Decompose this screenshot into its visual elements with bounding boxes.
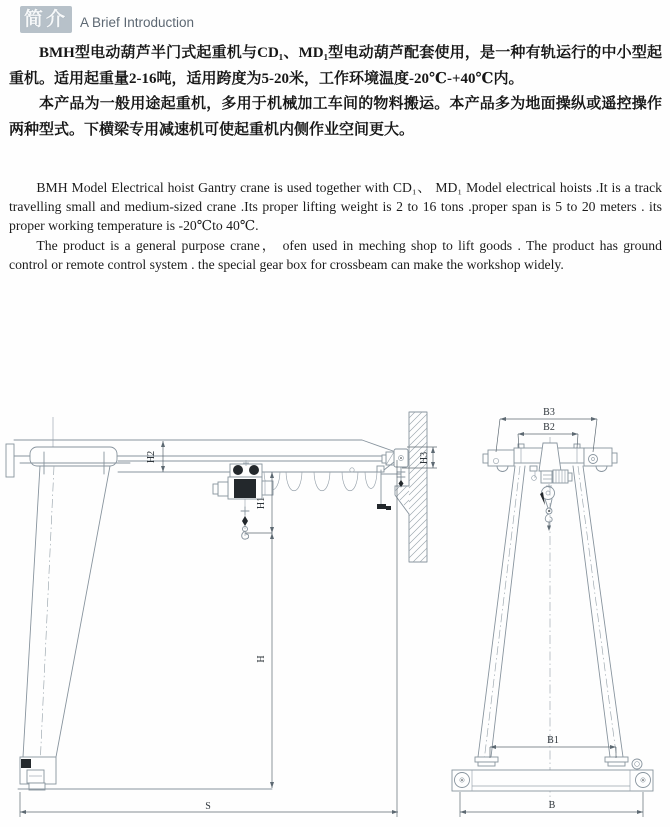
dim-label-b: B: [548, 800, 556, 811]
cable-anchor-icon: [350, 468, 354, 472]
dimension-b: [460, 792, 643, 817]
crane-technical-drawing: [0, 395, 670, 827]
side-elevation-view: [6, 412, 437, 817]
hoist-end-view: [530, 466, 572, 531]
dim-label-h3: H3: [419, 451, 430, 465]
dim-label-s: S: [205, 801, 211, 812]
dim-label-h2: H2: [146, 450, 157, 464]
dim-label-b3: B3: [543, 407, 555, 418]
girder-cross-section: [539, 443, 561, 471]
building-wall-section: [395, 412, 427, 562]
dim-label-h1: H1: [256, 496, 267, 510]
end-elevation-view: [452, 407, 653, 817]
leg-travel-wheel-unit: [20, 757, 56, 790]
dimension-s: [20, 460, 398, 817]
dimension-h2: [146, 441, 165, 472]
dimension-b1: [490, 735, 616, 758]
intro-paragraph-en-1: BMH Model Electrical hoist Gantry crane is used together with CD₁、 MD₁ Model electrical hoists .It is a track travelling small and medium-sized crane .Its proper lifting weight is 2 to 16 tons .proper span is 5 to 20 meters . its proper working temperature is -20℃to 40℃.: [9, 180, 662, 234]
dim-label-b2: B2: [543, 422, 555, 433]
dim-label-b1: B1: [547, 735, 559, 746]
intro-paragraph-en-2: The product is a general purpose crane， ofen used in meching shop to lift goods . The product has ground control or remote control system . the special gear box for crossbeam can make the workshop widely.: [9, 237, 662, 272]
electric-hoist-trolley: [213, 460, 273, 499]
wall-rail-trolley: [377, 449, 408, 510]
page-title: A Brief Introduction: [80, 15, 195, 30]
english-intro-block: [9, 178, 662, 274]
section-badge: 简介: [20, 6, 72, 33]
intro-paragraph-zh-2: 本产品为一般用途起重机，多用于机械加工车间的物料搬运。本产品多为地面操纵或遥控操作两种型式。下横梁专用减速机可使起重机内侧作业空间更大。: [9, 96, 662, 138]
intro-paragraph-zh-1: BMH型电动葫芦半门式起重机与CD₁、MD₁型电动葫芦配套使用，是一种有轨运行的中小型起重机。适用起重量2-16吨，适用跨度为5-20米，工作环境温度-20℃-+40℃内。: [9, 45, 662, 87]
dim-label-h: H: [256, 655, 267, 663]
chinese-intro-block: [9, 41, 662, 143]
dimension-h1-h: [245, 472, 274, 788]
